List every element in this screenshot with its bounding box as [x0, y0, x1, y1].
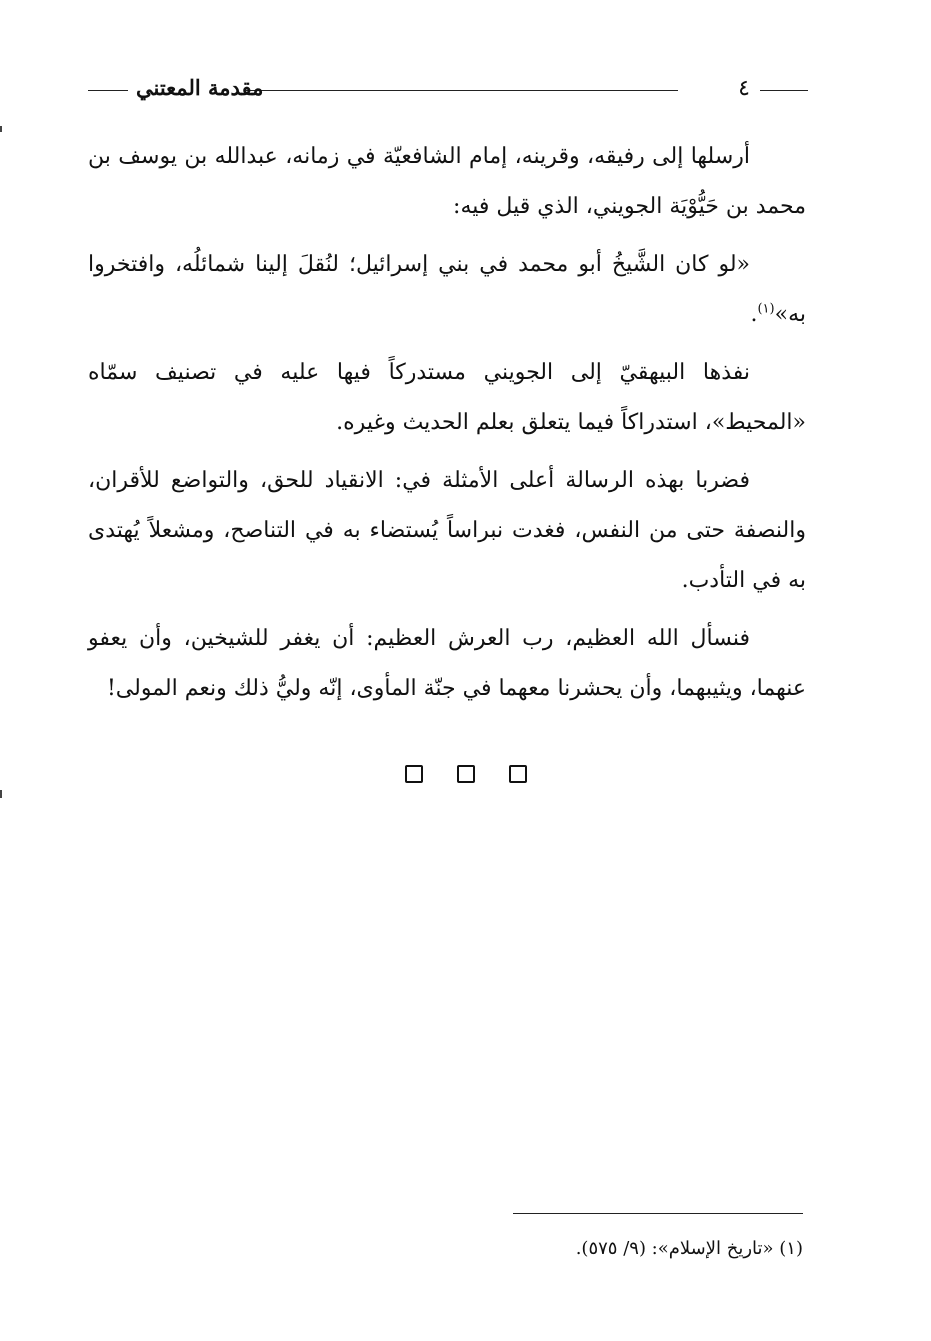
footnote-reference[interactable]: (١)	[757, 301, 775, 317]
square-icon	[509, 765, 527, 783]
section-separator	[0, 765, 931, 783]
square-icon	[457, 765, 475, 783]
header-rule-left	[88, 90, 128, 91]
paragraph-quote	[88, 240, 806, 340]
scan-edge-mark	[0, 790, 2, 798]
footnote-1: (١) «تاريخ الإسلام»: (٩/ ٥٧٥).	[575, 1238, 803, 1259]
square-icon	[405, 765, 423, 783]
quote-end-punctuation: .	[750, 302, 758, 327]
quote-text: «لو كان الشَّيخُ أبو محمد في بني إسرائيل؛ لنُقلَ إلينا شمائلُه، وافتخروا به»	[88, 252, 806, 327]
scan-edge-mark	[0, 126, 2, 132]
paragraph-lesson: فضربا بهذه الرسالة أعلى الأمثلة في: الانقياد للحق، والتواضع للأقران، والنصفة حتى من النفس، فغدت نبراساً يُستضاء به في التناصح، ومشعلاً يُهتدى به في التأدب.	[88, 468, 806, 593]
body-text	[88, 132, 806, 722]
footnote-rule	[513, 1213, 803, 1214]
running-header	[88, 72, 808, 106]
paragraph-intro: أرسلها إلى رفيقه، وقرينه، إمام الشافعيّة في زمانه، عبدالله بن يوسف بن محمد بن حَيُّوْيَة الجويني، الذي قيل فيه:	[88, 144, 806, 219]
page-number: ٤	[738, 76, 750, 101]
header-rule-right	[760, 90, 808, 91]
paragraph-bayhaqi: نفذها البيهقيّ إلى الجويني مستدركاً فيها عليه في تصنيف سمّاه «المحيط»، استدراكاً فيما يتعلق بعلم الحديث وغيره.	[88, 360, 806, 435]
running-title: مقدمة المعتني	[136, 75, 264, 100]
paragraph-prayer: فنسأل الله العظيم، رب العرش العظيم: أن يغفر للشيخين، وأن يعفو عنهما، ويثيبهما، وأن يحشرنا معهما في جنّة المأوى، إنّه وليُّ ذلك ونعم المولى!	[88, 626, 806, 701]
header-rule-middle	[246, 90, 678, 91]
